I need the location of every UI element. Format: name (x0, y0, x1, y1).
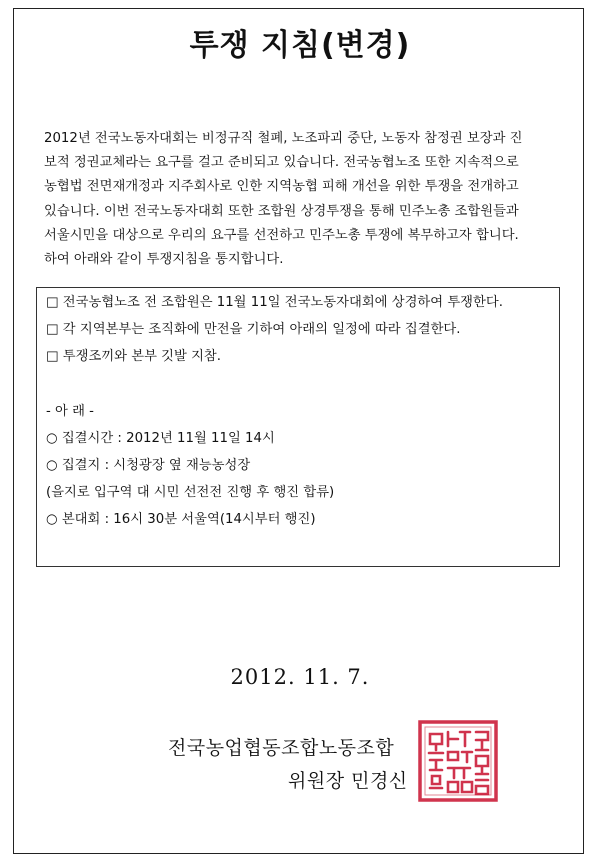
schedule-note: (을지로 입구역 대 시민 선전전 진행 후 행진 합류) (46, 485, 335, 500)
intro-line: 서울시민을 대상으로 우리의 요구를 선전하고 민주노총 투쟁에 복무하고자 합니다. (44, 227, 519, 243)
official-seal-icon (418, 720, 498, 802)
signatory-name: 위원장 민경신 (288, 770, 408, 792)
directive-box (36, 287, 560, 567)
directive-item: □ 투쟁조끼와 본부 깃발 지참. (46, 349, 221, 364)
schedule-heading: - 아 래 - (46, 404, 94, 419)
schedule-item: ○ 집결지 : 시청광장 옆 재능농성장 (46, 458, 251, 473)
directive-item: □ 전국농협노조 전 조합원은 11월 11일 전국노동자대회에 상경하여 투쟁한다. (46, 295, 503, 310)
document-title: 투쟁 지침(변경) (189, 28, 411, 63)
intro-paragraph (44, 127, 558, 272)
directive-item: □ 각 지역본부는 조직화에 만전을 기하여 아래의 일정에 따라 집결한다. (46, 322, 461, 337)
schedule-item: ○ 집결시간 : 2012년 11월 11일 14시 (46, 431, 275, 446)
intro-line: 하여 아래와 같이 투쟁지침을 통지합니다. (44, 252, 284, 268)
document-date: 2012. 11. 7. (230, 665, 370, 689)
intro-line: 농협법 전면재개정과 지주회사로 인한 지역농협 피해 개선을 위한 투쟁을 전개하고 (44, 179, 519, 195)
schedule-item: ○ 본대회 : 16시 30분 서울역(14시부터 행진) (46, 512, 316, 527)
intro-line: 보적 정권교체라는 요구를 걸고 준비되고 있습니다. 전국농협노조 또한 지속적으로 (44, 155, 519, 171)
organization-name: 전국농업협동조합노동조합 (168, 737, 395, 759)
intro-line: 2012년 전국노동자대회는 비정규직 철폐, 노조파괴 중단, 노동자 참정권 보장과 진 (44, 131, 523, 146)
intro-line: 있습니다. 이번 전국노동자대회 또한 조합원 상경투쟁을 통해 민주노총 조합원들과 (44, 203, 519, 219)
